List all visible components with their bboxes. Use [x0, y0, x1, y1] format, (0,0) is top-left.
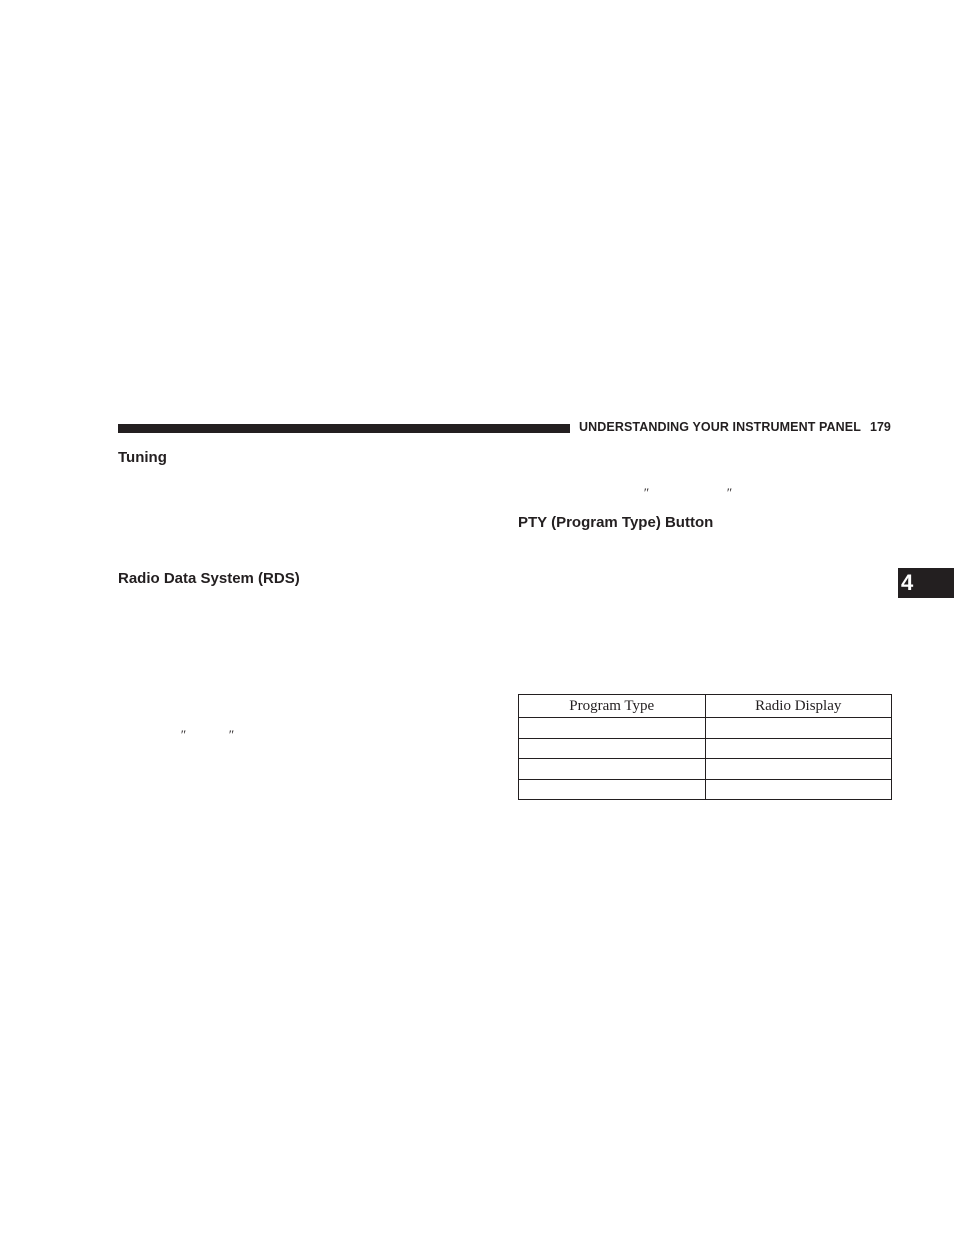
table-cell: [705, 779, 892, 800]
left-close-quote: ″: [228, 727, 234, 742]
chapter-tab: 4: [898, 568, 954, 598]
left-open-quote: ″: [180, 727, 186, 742]
table-cell: [519, 779, 706, 800]
table-cell: [705, 759, 892, 780]
right-close-quote: ″: [726, 485, 732, 500]
page-number: 179: [870, 420, 891, 434]
table-row: [519, 718, 892, 739]
table-row: [519, 759, 892, 780]
table-cell: [519, 718, 706, 739]
table-cell: [519, 759, 706, 780]
rds-heading: Radio Data System (RDS): [118, 570, 300, 587]
tuning-heading: Tuning: [118, 449, 167, 466]
table-cell: [519, 738, 706, 759]
program-type-table: [518, 694, 892, 800]
radio-display-column-header: Radio Display: [705, 695, 892, 718]
table-header-row: [519, 695, 892, 718]
table-cell: [705, 718, 892, 739]
pty-button-heading: PTY (Program Type) Button: [518, 514, 714, 531]
table-row: [519, 738, 892, 759]
program-type-column-header: Program Type: [519, 695, 706, 718]
running-header-title: UNDERSTANDING YOUR INSTRUMENT PANEL: [579, 420, 861, 434]
header-rule-bar: [118, 424, 570, 433]
table-row: [519, 779, 892, 800]
right-open-quote: ″: [643, 485, 649, 500]
table-cell: [705, 738, 892, 759]
